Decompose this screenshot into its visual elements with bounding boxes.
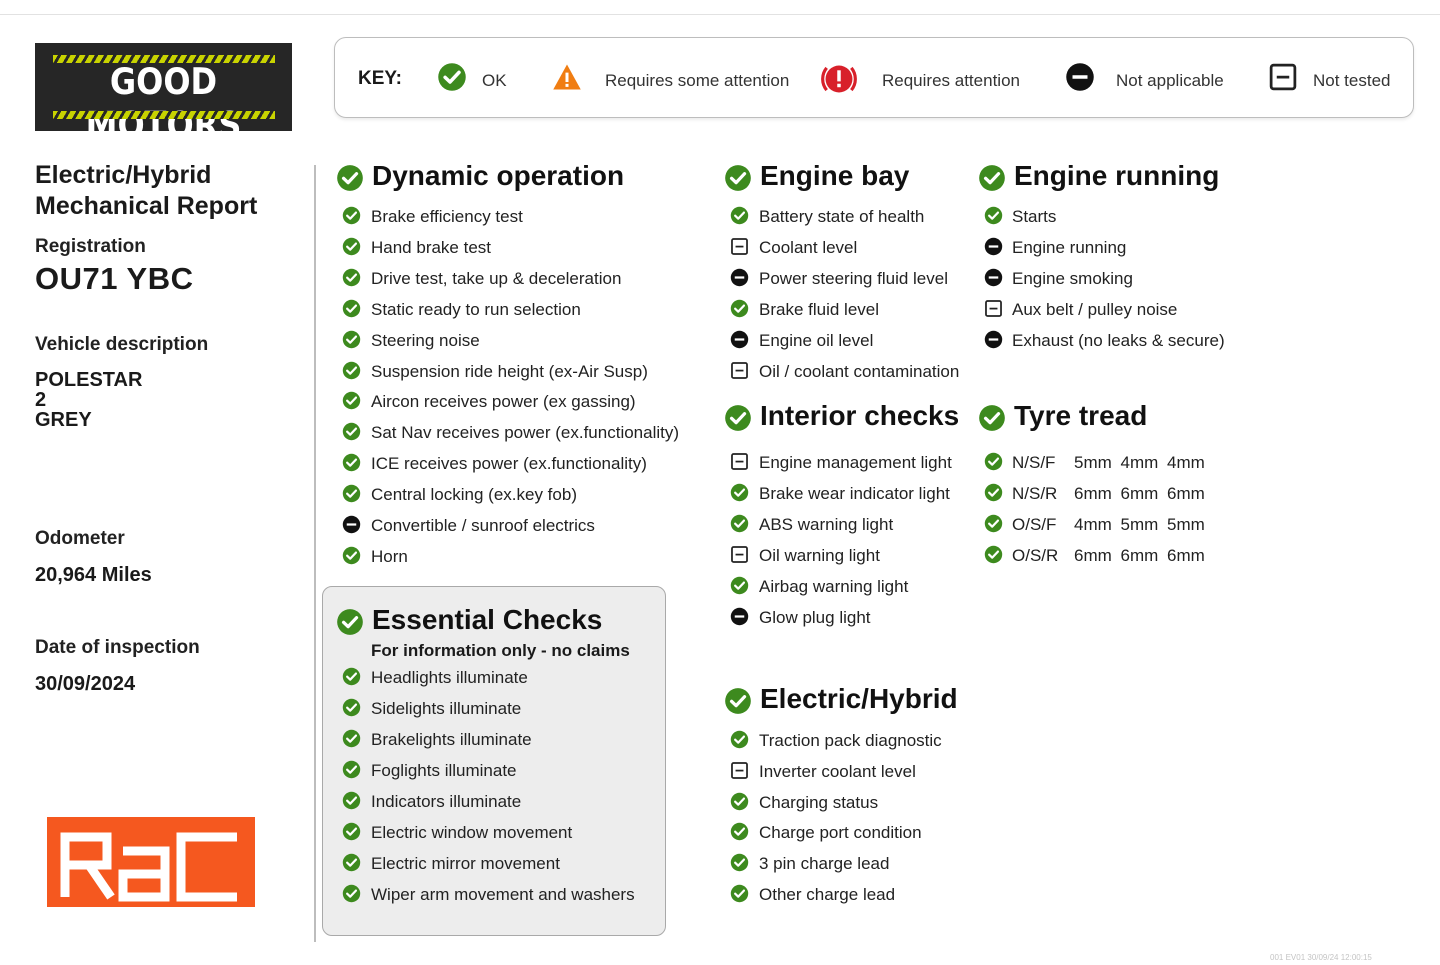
vehicle-colour: GREY <box>35 409 92 431</box>
check-circle-icon <box>336 608 364 636</box>
check-item-label: Aux belt / pulley noise <box>1012 299 1178 319</box>
not-applicable-icon <box>730 607 749 626</box>
check-item-label: Sat Nav receives power (ex.functionality) <box>371 423 680 443</box>
check-item-label: Steering noise <box>371 330 480 350</box>
check-item <box>984 299 1314 323</box>
not-tested-icon <box>730 452 749 471</box>
tyre-tread-depths: 6mm 6mm 6mm <box>1074 545 1205 565</box>
check-item <box>342 237 672 261</box>
check-circle-icon <box>730 576 749 595</box>
check-item <box>342 698 672 722</box>
check-item-label: Brake wear indicator light <box>759 483 950 503</box>
report-title-line1: Electric/Hybrid <box>35 161 212 189</box>
key-icon-na <box>1065 62 1095 97</box>
not-applicable-icon <box>1065 62 1095 92</box>
check-circle-icon <box>342 330 361 349</box>
section-title: Dynamic operation <box>372 160 625 191</box>
check-circle-icon <box>342 237 361 256</box>
check-circle-icon <box>342 791 361 810</box>
check-item-label: Aircon receives power (ex gassing) <box>371 392 636 412</box>
odometer-label: Odometer <box>35 528 125 549</box>
check-circle-icon <box>342 853 361 872</box>
check-item-label: Oil / coolant contamination <box>759 361 960 381</box>
key-icon-alert <box>820 60 858 103</box>
check-circle-icon <box>730 884 749 903</box>
check-circle-icon <box>342 822 361 841</box>
check-item <box>342 822 672 846</box>
check-item <box>342 361 672 385</box>
key-text-nt: Not tested <box>1313 71 1391 90</box>
check-item-label: Static ready to run selection <box>371 299 581 319</box>
not-tested-icon <box>984 299 1003 318</box>
not-applicable-icon <box>984 237 1003 256</box>
check-item-label: Brake fluid level <box>759 299 880 319</box>
check-circle-icon <box>984 514 1003 533</box>
check-item-label: Charging status <box>759 792 879 812</box>
check-item-label: Brakelights illuminate <box>371 730 532 749</box>
check-item <box>342 268 672 292</box>
rac-logo <box>47 817 255 907</box>
check-item-label: Horn <box>371 546 408 566</box>
check-item-label: Engine management light <box>759 453 952 472</box>
check-item <box>342 453 672 477</box>
not-applicable-icon <box>730 330 749 349</box>
check-item <box>984 545 1314 569</box>
section-title: Electric/Hybrid <box>760 683 958 714</box>
odometer-value: 20,964 Miles <box>35 564 152 586</box>
check-item-label: Other charge lead <box>759 885 896 904</box>
check-item <box>984 237 1314 261</box>
check-circle-icon <box>724 164 752 192</box>
check-item <box>342 667 672 691</box>
check-circle-icon <box>978 164 1006 192</box>
check-item <box>342 791 672 815</box>
tyre-tread-depths: 4mm 5mm 5mm <box>1074 514 1205 534</box>
check-item <box>730 792 1060 816</box>
check-item <box>342 729 672 753</box>
check-circle-icon <box>342 667 361 686</box>
check-item <box>342 515 672 539</box>
check-circle-icon <box>730 206 749 225</box>
check-item-label: Foglights illuminate <box>371 761 517 780</box>
check-item-label: Exhaust (no leaks & secure) <box>1012 330 1225 350</box>
check-item <box>984 330 1314 354</box>
check-circle-icon <box>336 164 364 192</box>
check-circle-icon <box>342 760 361 779</box>
check-item <box>984 483 1314 507</box>
not-applicable-icon <box>984 268 1003 287</box>
check-circle-icon <box>437 62 467 92</box>
tyre-tread-depths: 5mm 4mm 4mm <box>1074 453 1205 472</box>
alert-icon <box>820 60 858 98</box>
check-circle-icon <box>342 422 361 441</box>
essential-checks-subtitle: For information only - no claims <box>371 641 630 660</box>
column-divider <box>314 165 316 942</box>
check-circle-icon <box>342 698 361 717</box>
section-title: Essential Checks <box>372 604 603 635</box>
check-circle-icon <box>342 546 361 565</box>
check-item-label: Indicators illuminate <box>371 792 522 811</box>
check-item-label: Inverter coolant level <box>759 761 916 781</box>
check-item-label: O/S/R <box>1012 545 1059 565</box>
warning-triangle-icon <box>552 62 582 92</box>
not-tested-icon <box>730 237 749 256</box>
check-item <box>984 268 1314 292</box>
check-circle-icon <box>342 884 361 903</box>
not-tested-icon <box>1268 62 1298 92</box>
key-icon-ok <box>437 62 467 97</box>
check-item <box>342 484 672 508</box>
inspection-date-value: 30/09/2024 <box>35 673 136 695</box>
check-item <box>342 206 672 230</box>
check-item <box>342 391 672 415</box>
check-item <box>730 730 1060 754</box>
check-item-label: Coolant level <box>759 237 858 257</box>
check-item-label: Headlights illuminate <box>371 668 528 687</box>
check-circle-icon <box>984 483 1003 502</box>
not-tested-icon <box>730 545 749 564</box>
check-item-label: Hand brake test <box>371 237 492 257</box>
key-label: KEY: <box>358 68 402 89</box>
registration-label: Registration <box>35 236 146 257</box>
not-tested-icon <box>730 761 749 780</box>
check-circle-icon <box>342 453 361 472</box>
top-divider <box>0 14 1440 15</box>
check-circle-icon <box>342 206 361 225</box>
check-circle-icon <box>984 452 1003 471</box>
check-item-label: Engine oil level <box>759 330 874 350</box>
check-item <box>342 422 680 446</box>
check-item <box>730 576 1060 600</box>
check-item <box>730 761 1060 785</box>
check-item <box>342 330 672 354</box>
check-item-label: N/S/R <box>1012 483 1058 503</box>
check-item-label: Engine smoking <box>1012 268 1133 288</box>
section-heading-essential <box>336 604 636 640</box>
check-circle-icon <box>730 483 749 502</box>
check-item-label: Convertible / sunroof electrics <box>371 516 595 535</box>
brand-logo <box>35 43 292 131</box>
check-circle-icon <box>730 853 749 872</box>
check-item-label: ICE receives power (ex.functionality) <box>371 454 647 474</box>
inspection-date-label: Date of inspection <box>35 637 200 658</box>
check-circle-icon <box>724 404 752 432</box>
check-item-label: 3 pin charge lead <box>759 854 890 874</box>
section-heading-electric <box>724 683 1024 719</box>
vehicle-make: POLESTAR <box>35 369 143 391</box>
section-heading-dynamic <box>336 160 636 196</box>
check-circle-icon <box>342 361 361 380</box>
vehicle-description <box>35 370 142 430</box>
check-item <box>730 607 1060 631</box>
check-circle-icon <box>978 404 1006 432</box>
section-title: Interior checks <box>760 400 960 431</box>
report-title-line2: Mechanical Report <box>35 192 258 220</box>
check-circle-icon <box>730 792 749 811</box>
not-tested-icon <box>730 361 749 380</box>
section-heading-tyre <box>978 400 1278 436</box>
check-item-label: Glow plug light <box>759 607 871 627</box>
not-applicable-icon <box>984 330 1003 349</box>
vehicle-model: 2 <box>35 389 47 411</box>
check-circle-icon <box>342 729 361 748</box>
check-circle-icon <box>342 299 361 318</box>
check-item <box>730 884 1060 908</box>
check-item <box>730 361 1060 385</box>
check-item-label: N/S/F <box>1012 453 1056 472</box>
check-item <box>984 452 1314 476</box>
brand-name: GOOD <box>109 59 218 103</box>
check-item <box>984 206 1314 230</box>
check-circle-icon <box>342 391 361 410</box>
key-text-ok: OK <box>482 71 507 90</box>
check-item-label: Traction pack diagnostic <box>759 731 942 750</box>
check-item <box>342 546 672 570</box>
check-item-label: Power steering fluid level <box>759 268 948 288</box>
check-item-label: Electric mirror movement <box>371 854 560 873</box>
check-item <box>342 853 672 877</box>
check-item-label: Suspension ride height (ex-Air Susp) <box>371 361 648 381</box>
check-circle-icon <box>342 268 361 287</box>
check-circle-icon <box>730 299 749 318</box>
not-applicable-icon <box>730 268 749 287</box>
check-item <box>984 514 1314 538</box>
check-circle-icon <box>730 730 749 749</box>
check-item-label: Airbag warning light <box>759 576 909 596</box>
check-circle-icon <box>730 822 749 841</box>
check-circle-icon <box>724 687 752 715</box>
check-item <box>342 760 672 784</box>
check-item-label: Sidelights illuminate <box>371 699 522 718</box>
key-icon-warn <box>552 62 582 97</box>
check-item <box>342 884 672 908</box>
logo-stripe-bottom <box>53 111 275 119</box>
check-item <box>342 299 672 323</box>
not-applicable-icon <box>342 515 361 534</box>
report-title <box>35 160 315 222</box>
check-item-label: Starts <box>1012 207 1057 226</box>
vehicle-description-label: Vehicle description <box>35 334 209 355</box>
check-item-label: Wiper arm movement and washers <box>371 885 635 904</box>
registration-value: OU71 YBC <box>35 261 194 296</box>
key-text-warn: Requires some attention <box>605 71 790 90</box>
check-circle-icon <box>342 484 361 503</box>
check-item-label: Electric window movement <box>371 823 573 842</box>
check-item-label: ABS warning light <box>759 514 894 534</box>
check-item-label: Oil warning light <box>759 545 880 565</box>
tyre-tread-depths: 6mm 6mm 6mm <box>1074 483 1205 503</box>
check-item <box>730 853 1060 877</box>
check-circle-icon <box>984 206 1003 225</box>
key-text-alert: Requires attention <box>882 71 1020 90</box>
key-icon-nt <box>1268 62 1298 97</box>
check-circle-icon <box>730 514 749 533</box>
check-item-label: Brake efficiency test <box>371 207 523 226</box>
check-item-label: Battery state of health <box>759 207 925 226</box>
check-item-label: Engine running <box>1012 237 1127 257</box>
section-title: Engine bay <box>760 160 910 191</box>
check-circle-icon <box>984 545 1003 564</box>
check-item <box>730 822 1060 846</box>
section-title: Tyre tread <box>1014 400 1148 431</box>
check-item-label: O/S/F <box>1012 514 1057 534</box>
check-item-label: Charge port condition <box>759 823 922 843</box>
check-item-label: Drive test, take up & deceleration <box>371 268 622 288</box>
section-title: Engine running <box>1014 160 1220 191</box>
check-item-label: Central locking (ex.key fob) <box>371 485 577 505</box>
footer-reference: 001 EV01 30/09/24 12:00:15 <box>1270 953 1372 962</box>
key-text-na: Not applicable <box>1116 71 1224 90</box>
section-heading-engine-running <box>978 160 1278 196</box>
